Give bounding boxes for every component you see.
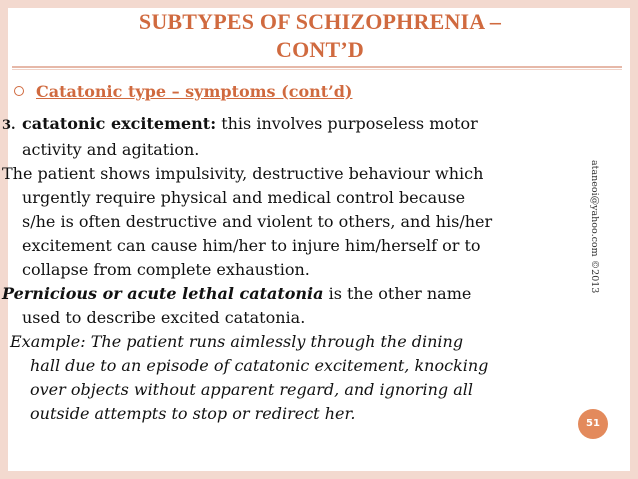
copyright-watermark <box>586 160 610 310</box>
title-divider <box>12 66 622 68</box>
title-divider-thin <box>12 69 622 70</box>
paragraph-pernicious <box>2 282 602 330</box>
paragraph-example <box>2 330 602 426</box>
subhead-line <box>14 80 352 104</box>
paragraph-patient <box>2 162 602 282</box>
slide-border-right <box>630 0 638 479</box>
para2-line3: s/he is often destructive and violent to others, and his/her <box>22 212 493 231</box>
para3-rest: is the other name <box>323 284 472 303</box>
item-3 <box>2 112 602 162</box>
example-line2: hall due to an episode of catatonic excitement, knocking <box>30 356 489 375</box>
item-text-line1: this involves purposeless motor <box>216 114 478 133</box>
para2-line4: excitement can cause him/her to injure him/herself or to <box>22 236 481 255</box>
slide-body <box>2 112 602 426</box>
circle-bullet-icon <box>14 86 24 96</box>
para3-term: Pernicious or acute lethal catatonia <box>2 284 324 303</box>
item-number: 3. <box>2 118 16 133</box>
example-line1: Example: The patient runs aimlessly through the dining <box>10 332 464 351</box>
watermark-text: ataneoi@yahoo.com ©2013 <box>589 160 600 294</box>
para2-line2: urgently require physical and medical control because <box>22 188 466 207</box>
example-line3: over objects without apparent regard, and ignoring all <box>30 380 473 399</box>
subhead-text: Catatonic type – symptoms (cont’d) <box>36 82 353 101</box>
para2-line1: The patient shows impulsivity, destructive behaviour which <box>2 164 484 183</box>
slide-title <box>60 8 580 64</box>
example-line4: outside attempts to stop or redirect her. <box>30 404 356 423</box>
para3-line2: used to describe excited catatonia. <box>22 308 306 327</box>
slide-border-bottom <box>0 471 638 479</box>
item-text-line2: activity and agitation. <box>22 140 200 159</box>
page-number-badge: 51 <box>578 409 608 439</box>
slide-title-line1: SUBTYPES OF SCHIZOPHRENIA – <box>138 9 502 34</box>
slide-title-line2: CONT’D <box>276 37 364 62</box>
para2-line5: collapse from complete exhaustion. <box>22 260 310 279</box>
item-term: catatonic excitement: <box>22 114 217 133</box>
slide-border-top <box>0 0 638 8</box>
